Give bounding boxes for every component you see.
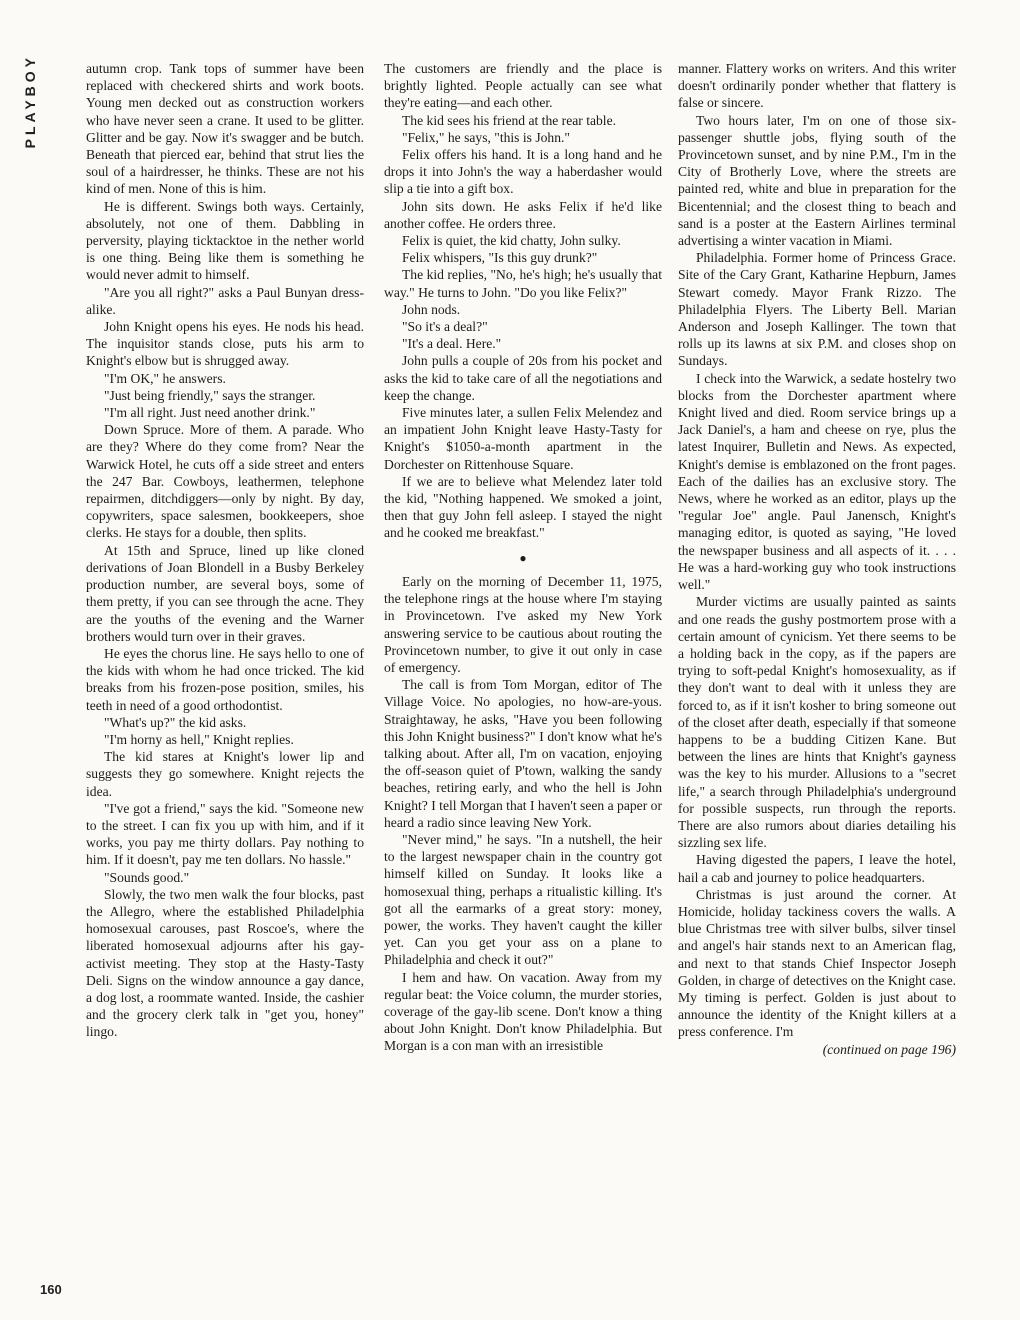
- paragraph: "Just being friendly," says the stranger.: [104, 387, 316, 403]
- paragraph: Felix is quiet, the kid chatty, John sulky.: [402, 233, 621, 249]
- column-1: [86, 60, 364, 1041]
- paragraph: Early on the morning of December 11, 1975, the telephone rings at the house where I'm staying in Provincetown. I've asked my New York answering service to be cautious about routing the Provincetown number, to give it out only in case of emergency.: [384, 573, 662, 675]
- paragraph: Christmas is just around the corner. At Homicide, holiday tackiness covers the walls. A blue Christmas tree with silver bulbs, silver tinsel and angel's hair stands next to an American flag, and next to that stands Chief Inspector Joseph Golden, in charge of detectives on the Knight case. My timing is perfect. Golden is just about to announce the identity of the Knight killers at a press conference. I'm: [678, 886, 956, 1040]
- paragraph: At 15th and Spruce, lined up like cloned derivations of Joan Blondell in a Busby Berkeley production number, are several boys, some of them pretty, if you can see through the acne. They are the youths of the evening and the Warner brothers would turn over in their graves.: [86, 542, 364, 644]
- paragraph: "I'm OK," he answers.: [104, 370, 226, 386]
- continued-note: (continued on page 196): [822, 1041, 956, 1057]
- paragraph: John Knight opens his eyes. He nods his head. The inquisitor stands close, puts his arm to Knight's elbow but is shrugged away.: [86, 319, 364, 369]
- paragraph: "Never mind," he says. "In a nutshell, the heir to the largest newspaper chain in the country got himself killed on Sunday. It looks like a homosexual thing, perhaps a ritualistic killing. It's got all the earmarks of a great story: money, power, the works. They haven't caught the killer yet. Can you get your ass on a plane to Philadelphia and check it out?": [384, 831, 662, 968]
- paragraph: Two hours later, I'm on one of those six-passenger shuttle jobs, flying south of the Provincetown sunset, and by nine P.M., I'm in the City of Brotherly Love, where the streets are painted red, white and blue in preparation for the Bicentennial; and the closest thing to beach and sand is a poster at the Eastern Airlines terminal advertising a winter vacation in Miami.: [678, 112, 956, 249]
- paragraph: I hem and haw. On vacation. Away from my regular beat: the Voice column, the murder stories, coverage of the gay-lib scene. Don't know a thing about John Knight. Don't know Philadelphia. But Morgan is a con man with an irresistible: [384, 969, 662, 1054]
- paragraph: "Are you all right?" asks a Paul Bunyan dress-alike.: [86, 284, 364, 317]
- paragraph: "So it's a deal?": [402, 319, 488, 335]
- page-number: 160: [40, 1282, 62, 1297]
- paragraph: I check into the Warwick, a sedate hostelry two blocks from the Dorchester apartment where Knight lived and died. Room service brings up a Jack Daniel's, a ham and cheese on rye, plus the latest Inquirer, Bulletin and News. As expected, Knight's demise is emblazoned on the front pages. Each of the dailies has an exclusive story. The News, where he worked as an editor, plays up the "regular Joe" angle. Paul Janensch, Knight's managing editor, is quoted as saying, "He loved the newspaper business and all aspects of it. . . . He was a hard-working guy who took instructions well.": [678, 370, 956, 593]
- paragraph: Murder victims are usually painted as saints and one reads the gushy postmortem prose with a certain amount of cynicism. Yet there seems to be a holding back in the copy, as if the papers are trying to soft-pedal Knight's homosexuality, as if they don't want to deal with it unless they are forced to, as if it isn't kosher to bring someone out of the closet after death, especially if that someone happens to be a budding Citizen Kane. But between the lines are hints that Knight's gayness was the key to his murder. Allusions to a "secret life," a search through Philadelphia's underground for possible suspects, run through the reports. There are also rumors about diaries detailing his sizzling sex life.: [678, 594, 956, 851]
- paragraph: Five minutes later, a sullen Felix Melendez and an impatient John Knight leave Hasty-Tasty for Knight's $1050-a-month apartment in the Dorchester on Rittenhouse Square.: [384, 405, 662, 472]
- column-2: [384, 60, 662, 1055]
- paragraph: "I'm all right. Just need another drink.": [104, 405, 316, 421]
- paragraph: The kid replies, "No, he's high; he's usually that way." He turns to John. "Do you like Felix?": [384, 267, 662, 300]
- paragraph: Down Spruce. More of them. A parade. Who are they? Where do they come from? Near the Warwick Hotel, he cuts off a side street and enters the 247 Bar. Cowboys, leathermen, telephone repairmen, ditchdiggers—only by night. By day, copywriters, space salesmen, bookkeepers, shoe clerks. He stays for a double, then splits.: [86, 422, 364, 541]
- paragraph: Philadelphia. Former home of Princess Grace. Site of the Cary Grant, Katharine Hepburn, James Stewart comedy. Mayor Frank Rizzo. The Philadelphia Flyers. The Liberty Bell. Marian Anderson and Joseph Kallinger. The town that rolls up its lawns at six P.M. and closes shop on Sundays.: [678, 250, 956, 369]
- paragraph: Having digested the papers, I leave the hotel, hail a cab and journey to police headquarters.: [678, 852, 956, 885]
- paragraph: Felix offers his hand. It is a long hand and he drops it into John's the way a haberdasher would slip a tie into a gift box.: [384, 147, 662, 197]
- paragraph: The kid sees his friend at the rear table.: [402, 112, 617, 128]
- paragraph: He is different. Swings both ways. Certainly, absolutely, not one of them. Dabbling in perversity, playing ticktacktoe in the nether world is one thing. Being like them is something he would never admit to himself.: [86, 198, 364, 283]
- paragraph: John sits down. He asks Felix if he'd like another coffee. He orders three.: [384, 198, 662, 231]
- column-3: [678, 60, 956, 1058]
- paragraph: If we are to believe what Melendez later told the kid, "Nothing happened. We smoked a joint, then that guy John fell asleep. I stayed the night and he cooked me breakfast.": [384, 473, 662, 541]
- paragraph: "I'm horny as hell," Knight replies.: [104, 731, 294, 747]
- paragraph: Slowly, the two men walk the four blocks, past the Allegro, where the established Philadelphia homosexual carouses, past Roscoe's, where the liberated homosexual adjourns after his gay-activist meeting. They stop at the Hasty-Tasty Deli. Signs on the window announce a gay dance, a dog lost, a roommate wanted. Inside, the cashier and the grocery clerk talk in "get you, honey" lingo.: [86, 886, 364, 1040]
- paragraph: The call is from Tom Morgan, editor of The Village Voice. No apologies, no how-are-yous. Straightaway, he asks, "Have you been following this John Knight business?" I don't know what he's talking about. After all, I'm on vacation, enjoying the off-season quiet of P'town, walking the sandy beaches, retiring early, and who the hell is John Knight? I tell Morgan that I haven't seen a paper or heard a radio since leaving New York.: [384, 677, 662, 830]
- paragraph: He eyes the chorus line. He says hello to one of the kids with whom he had once tricked. The kid breaks from his frozen-pose position, smiles, his teeth in need of a good orthodontist.: [86, 645, 364, 713]
- paragraph: Felix whispers, "Is this guy drunk?": [402, 250, 598, 266]
- paragraph: "It's a deal. Here.": [402, 336, 502, 352]
- paragraph: "What's up?" the kid asks.: [104, 714, 247, 730]
- magazine-masthead: PLAYBOY: [22, 54, 38, 149]
- paragraph: The customers are friendly and the place is brightly lighted. People actually can see what they're eating—and each other.: [384, 61, 662, 111]
- paragraph: "Sounds good.": [104, 869, 190, 885]
- paragraph: manner. Flattery works on writers. And this writer doesn't ordinarily ponder whether that flattery is false or sincere.: [678, 61, 956, 111]
- paragraph: "I've got a friend," says the kid. "Someone new to the street. I can fix you up with him, and if it works, you pay me thirty dollars. Pay nothing to him. If it doesn't, pay me ten dollars. No hassle.": [86, 800, 364, 868]
- paragraph: The kid stares at Knight's lower lip and suggests they go somewhere. Knight rejects the idea.: [86, 749, 364, 799]
- paragraph: "Felix," he says, "this is John.": [402, 129, 570, 145]
- paragraph: autumn crop. Tank tops of summer have been replaced with checkered shirts and work boots. Young men decked out as construction workers who have never seen a crane. It used to be glitter. Glitter and be gay. Now it's swagger and be butch. Beneath that pierced ear, behind that strut lies the soul of a hairdresser, he thinks. These are not his kind of men. None of this is him.: [86, 61, 364, 197]
- paragraph: John nods.: [402, 301, 461, 317]
- section-separator-bullet: ●: [519, 550, 527, 565]
- paragraph: John pulls a couple of 20s from his pocket and asks the kid to take care of all the negotiations and keep the change.: [384, 353, 662, 403]
